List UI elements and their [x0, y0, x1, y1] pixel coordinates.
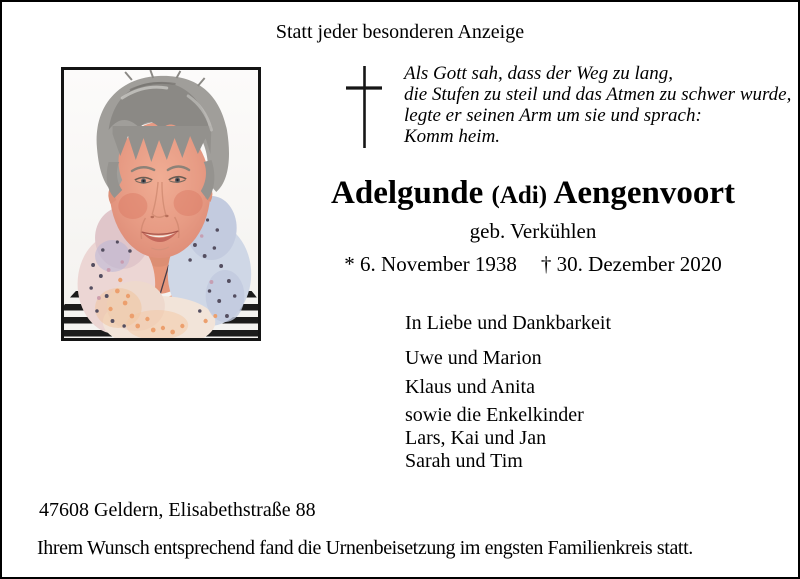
portrait-illustration — [64, 70, 258, 338]
life-dates — [264, 251, 800, 277]
mourner-line: Klaus und Anita — [405, 376, 535, 398]
funeral-note: Ihrem Wunsch entsprechend fand die Urnenbeisetzung im engsten Familienkreis statt. — [37, 537, 693, 559]
mourner-line: Uwe und Marion — [405, 347, 542, 369]
verse-line: Komm heim. — [404, 126, 501, 147]
grandchildren-line: Lars, Kai und Jan — [405, 427, 547, 449]
mourners-block — [405, 311, 611, 473]
grandchildren-intro: sowie die Enkelkinder — [405, 404, 584, 426]
portrait-photo — [61, 67, 261, 341]
memorial-verse — [404, 63, 791, 147]
grandchildren-line: Sarah und Tim — [405, 450, 523, 472]
last-name: Aengenvoort — [553, 175, 735, 211]
death-date: † 30. Dezember 2020 — [540, 252, 722, 276]
verse-line: Als Gott sah, dass der Weg zu lang, — [404, 63, 674, 84]
verse-line: die Stufen zu steil und das Atmen zu schwer wurde, — [404, 84, 792, 105]
mourners-intro: In Liebe und Dankbarkeit — [405, 312, 612, 334]
first-name: Adelgunde — [331, 175, 484, 211]
verse-line: legte er seinen Arm um sie und sprach: — [404, 105, 702, 126]
address-line: 47608 Geldern, Elisabethstraße 88 — [39, 499, 316, 521]
nickname: (Adi) — [491, 182, 548, 209]
maiden-name: geb. Verkühlen — [469, 219, 597, 243]
cross-icon — [345, 65, 383, 149]
pre-header: Statt jeder besonderen Anzeige — [275, 21, 525, 43]
birth-date: * 6. November 1938 — [344, 252, 517, 276]
deceased-name — [264, 173, 800, 216]
